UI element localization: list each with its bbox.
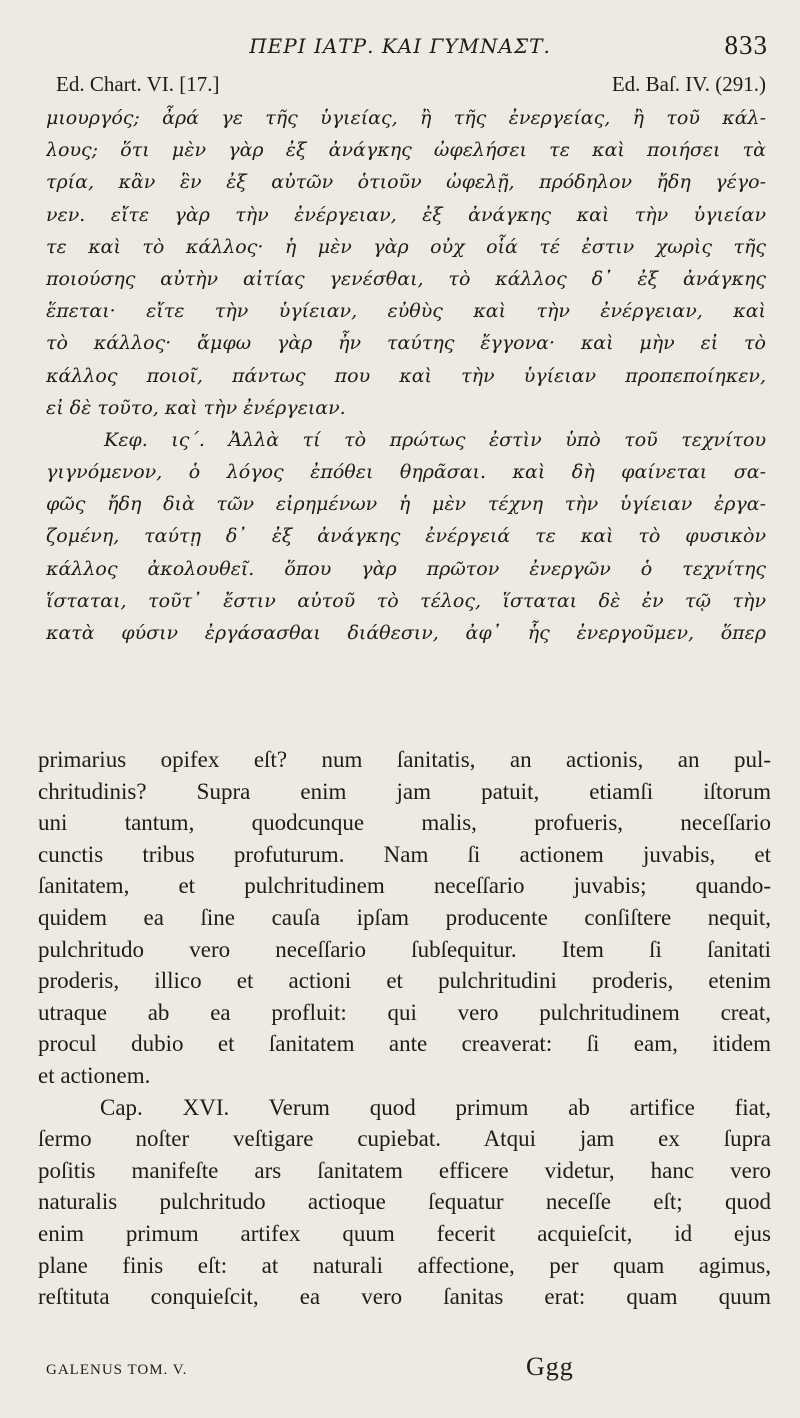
greek-line: ἵσταται, τοῦτ᾽ ἔστιν αὐτοῦ τὸ τέλος, ἵσταται δὲ ἐν τῷ τὴν: [46, 589, 766, 612]
latin-line: ſermo noſter veſtigare cupiebat. Atqui jam ex ſupra: [38, 1126, 771, 1152]
greek-line: λους; ὅτι μὲν γὰρ ἐξ ἀνάγκης ὠφελήσει τε καὶ ποιήσει τὰ: [46, 139, 766, 162]
greek-text-block: [46, 102, 766, 649]
latin-line: procul dubio et ſanitatem ante creaverat: ſi eam, itidem: [38, 1031, 771, 1057]
latin-line: pulchritudo vero neceſſario ſubſequitur. Item ſi ſanitati: [38, 936, 771, 962]
greek-line: ἕπεται· εἴτε τὴν ὑγίειαν, εὐθὺς καὶ τὴν ἐνέργειαν, καὶ: [46, 300, 766, 323]
latin-line: enim primum artifex quum fecerit acquieſcit, id ejus: [38, 1220, 771, 1246]
footer-volume: GALENUS TOM. V.: [46, 1362, 188, 1378]
page-footer: [46, 1352, 766, 1388]
greek-line: γιγνόμενον, ὁ λόγος ἐπόθει θηρᾶσαι. καὶ δὴ φαίνεται σα-: [46, 461, 766, 484]
greek-line: ζομένη, ταύτῃ δ᾽ ἐξ ἀνάγκης ἐνέργειά τε καὶ τὸ φυσικὸν: [46, 525, 766, 548]
edition-basel: Ed. Baſ. IV. (291.): [611, 72, 766, 96]
latin-chapter-heading-line: Cap. XVI. Verum quod primum ab artifice fiat,: [100, 1094, 771, 1120]
latin-line: proderis, illico et actioni et pulchritudini proderis, etenim: [38, 968, 771, 994]
latin-line: reſtituta conquieſcit, ea vero ſanitas erat: quam quum: [38, 1284, 771, 1310]
greek-line: φῶς ἤδη διὰ τῶν εἰρημένων ἡ μὲν τέχνη τὴν ὑγίειαν ἐργα-: [46, 493, 766, 516]
greek-line: εἰ δὲ τοῦτο, καὶ τὴν ἐνέργειαν.: [46, 396, 346, 419]
latin-line: plane finis eſt: at naturali affectione, per quam agimus,: [38, 1252, 771, 1278]
latin-line: quidem ea ſine cauſa ipſam producente conſiſtere nequit,: [38, 904, 771, 930]
greek-line: κάλλος ἀκολουθεῖ. ὅπου γὰρ πρῶτον ἐνεργῶν ὁ τεχνίτης: [46, 557, 766, 580]
edition-chartier: Ed. Chart. VI. [17.]: [56, 72, 220, 96]
latin-line: ſanitatem, et pulchritudinem neceſſario juvabis; quando-: [38, 873, 771, 899]
latin-line: chritudinis? Supra enim jam patuit, etiamſi iſtorum: [38, 778, 771, 804]
running-title: ΠΕΡΙ ΙΑΤΡ. ΚΑΙ ΓΥΜΝΑΣΤ.: [249, 34, 551, 58]
greek-line: κάλλος ποιοῖ, πάντως που καὶ τὴν ὑγίειαν προπεποίηκεν,: [46, 364, 766, 387]
page-number: 833: [724, 30, 768, 60]
greek-line: ποιούσης αὐτὴν αἰτίας γενέσθαι, τὸ κάλλος δ᾽ ἐξ ἀνάγκης: [46, 267, 766, 290]
greek-line: τὸ κάλλος· ἄμφω γὰρ ἦν ταύτης ἔγγονα· καὶ μὴν εἰ τὸ: [46, 332, 766, 355]
printer-signature-mark: Ggg: [526, 1352, 574, 1381]
greek-line: μιουργός; ἆρά γε τῆς ὑγιείας, ἢ τῆς ἐνεργείας, ἢ τοῦ κάλ-: [46, 107, 766, 129]
latin-line: primarius opifex eſt? num ſanitatis, an actionis, an pul-: [38, 747, 771, 772]
greek-line: τε καὶ τὸ κάλλος· ἡ μὲν γὰρ οὐχ οἷά τέ ἐστιν χωρὶς τῆς: [46, 235, 766, 258]
latin-line: naturalis pulchritudo actioque ſequatur neceſſe eſt; quod: [38, 1189, 771, 1215]
greek-line: τρία, κἂν ἓν ἐξ αὐτῶν ὁτιοῦν ὠφελῇ, πρόδηλον ἤδη γέγο-: [46, 171, 766, 194]
latin-line: poſitis manifeſte ars ſanitatem efficere videtur, hanc vero: [38, 1157, 771, 1183]
latin-text-block: [38, 744, 771, 1313]
greek-line: νεν. εἴτε γὰρ τὴν ἐνέργειαν, ἐξ ἀνάγκης καὶ τὴν ὑγιείαν: [46, 203, 766, 226]
latin-line: uni tantum, quodcunque malis, profueris, neceſſario: [38, 810, 771, 836]
latin-line: cunctis tribus profuturum. Nam ſi actionem juvabis, et: [38, 841, 771, 867]
greek-chapter-heading-line: Κεφ. ις΄. Ἀλλὰ τί τὸ πρώτως ἐστὶν ὑπὸ τοῦ τεχνίτου: [104, 428, 766, 451]
latin-line: utraque ab ea profluit: qui vero pulchritudinem creat,: [38, 999, 771, 1025]
greek-line: κατὰ φύσιν ἐργάσασθαι διάθεσιν, ἀφ᾽ ἧς ἐνεργοῦμεν, ὅπερ: [46, 622, 766, 644]
latin-line: et actionem.: [38, 1062, 151, 1088]
